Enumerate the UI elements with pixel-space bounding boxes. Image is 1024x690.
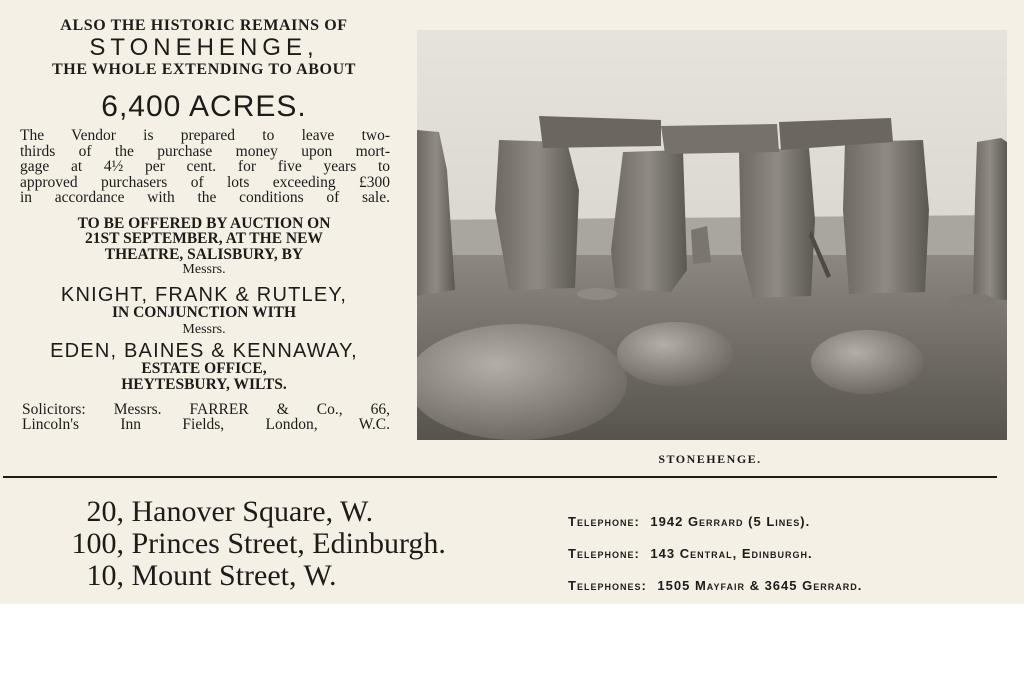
telephone-line [568,570,1008,602]
advert-text-column [14,18,394,433]
address-number: 10, [86,559,124,592]
telephone-line [568,506,1008,538]
vendor-paragraph [14,128,394,206]
address-street: Hanover Square, W. [131,495,374,528]
telephone-label: Telephone: [568,514,640,529]
heading-line-1: ALSO THE HISTORIC REMAINS OF [60,17,348,34]
messrs-label-2: Messrs. [182,321,226,337]
vendor-line: in accordance with the conditions of sale. [20,189,390,206]
vendor-line: thirds of the purchase money upon mort- [20,142,390,160]
address-line [48,528,528,560]
vendor-line: gage at 4½ per cent. for five years to [20,158,390,175]
address-line [48,496,528,528]
telephone-list [568,506,1008,602]
address-street: Mount Street, W. [131,559,337,592]
solicitor-line: Solicitors: Messrs. FARRER & Co., 66, [22,400,390,418]
telephone-label: Telephones: [568,578,647,593]
address-number: 20, [86,495,124,528]
divider-rule [3,476,997,478]
office-addresses [48,496,528,592]
vendor-line: The Vendor is prepared to leave two- [20,127,390,144]
solicitor-line: Lincoln's Inn Fields, London, W.C. [22,416,390,433]
auction-line: 21ST SEPTEMBER, AT THE NEW [85,230,323,247]
heading-line-3: THE WHOLE EXTENDING TO ABOUT [52,61,356,78]
telephone-label: Telephone: [568,546,640,561]
telephone-value: 143 Central, Edinburgh. [650,546,813,561]
vendor-line: approved purchasers of lots exceeding £300 [20,173,390,191]
firm-eden-baines-kennaway: EDEN, BAINES & KENNAWAY, [50,339,358,362]
conjunction-line: IN CONJUNCTION WITH [111,304,297,321]
messrs-label-1: Messrs. [182,262,226,277]
address-street: Princes Street, Edinburgh. [131,527,446,560]
telephone-value: 1942 Gerrard (5 Lines). [650,514,811,529]
auction-line: TO BE OFFERED BY AUCTION ON [77,214,331,232]
firm-knight-frank-rutley: KNIGHT, FRANK & RUTLEY, [60,284,348,306]
heading-stonehenge: STONEHENGE, [89,34,319,61]
telephone-value: 1505 Mayfair & 3645 Gerrard. [657,578,863,593]
office-line: HEYTESBURY, WILTS. [121,376,287,393]
auction-notice [14,216,394,263]
office-line: ESTATE OFFICE, [141,359,267,377]
solicitors-paragraph [14,402,394,433]
address-number: 100, [71,527,124,560]
telephone-line [568,538,1008,570]
address-line [48,560,528,592]
acres-heading: 6,400 ACRES. [101,90,307,123]
photo-caption: STONEHENGE. [658,452,762,466]
stonehenge-photo [417,30,1007,440]
auction-line: THEATRE, SALISBURY, BY [104,245,304,263]
